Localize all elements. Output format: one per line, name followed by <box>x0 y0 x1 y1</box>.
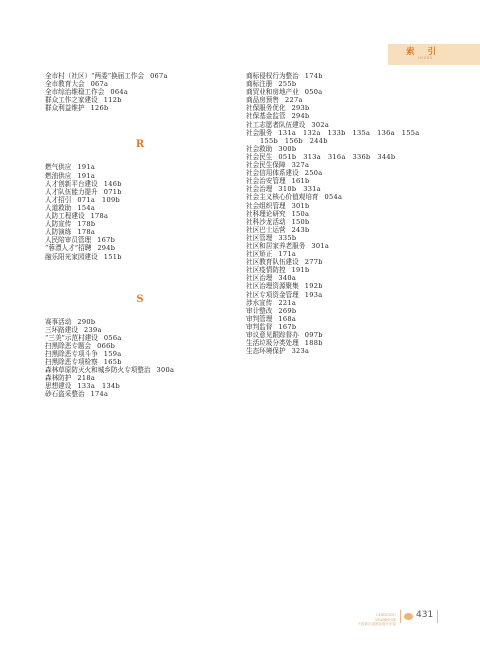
index-entry: 社会民生 051b 313a 316a 336b 344b <box>246 152 396 161</box>
index-entry: 森林防护 218a <box>45 374 96 383</box>
index-entry: 社区治理资源聚集 192b <box>246 282 323 291</box>
index-entry: 砂石盗采整治 174a <box>45 390 109 399</box>
index-entry: 社会治理 310b 331a <box>246 185 321 194</box>
index-entry: 融乐阳光家园建设 151b <box>45 252 122 261</box>
index-entry: 人道救助 154a <box>45 203 96 212</box>
index-entry: 扫黑除恶专项检察 165b <box>45 358 122 367</box>
index-entry: 社区和居家养老服务 301a <box>246 241 330 250</box>
index-entry: 赛事活动 290b <box>45 317 96 326</box>
index-entry: 社区矫正 171a <box>246 250 297 259</box>
index-entry: 社区疫情防控 191b <box>246 266 310 275</box>
index-entry: 人防演练 178a <box>45 228 96 237</box>
index-entry-continuation: 155b 156b 244b <box>260 136 328 145</box>
right-column <box>246 72 446 355</box>
index-entry: 审议意见跟踪督办 097b <box>246 331 323 339</box>
index-entry: 社会民生保障 327a <box>246 161 310 170</box>
index-entry: 思想建设 133a 134b <box>45 382 120 391</box>
footer-book-title <box>356 613 396 627</box>
index-entry: 群众工作之家建设 112b <box>45 96 122 105</box>
index-entry: 社区管理 335b <box>246 233 297 242</box>
index-entry: 社会治安管理 161b <box>246 177 310 186</box>
index-entry: 社保基金监管 294b <box>246 112 310 121</box>
footer-ornament-icon <box>404 613 413 620</box>
index-entry: 商贸业和房地产业 050a <box>246 88 323 97</box>
index-entry: 全市教育大会 067a <box>45 80 109 89</box>
index-letter-heading: S <box>136 293 144 305</box>
section-subtitle: INDEX <box>418 56 433 60</box>
index-entry: 燃气供应 191a <box>45 163 96 172</box>
footer-book-title-cn: 天府新区成都直管区年鉴 <box>357 622 396 626</box>
index-entry: 审计整改 269b <box>246 306 297 315</box>
left-column <box>45 72 235 399</box>
index-entry: 社会主义核心价值观培育 054a <box>246 193 343 202</box>
page-number: 431 <box>416 610 434 620</box>
index-entry: 社会组织管理 301b <box>246 201 310 210</box>
index-entry: 全市村（社区）“两委”换届工作会 067a <box>45 72 168 80</box>
index-entry: 社科沙龙活动 150b <box>246 217 310 226</box>
index-entry: 人防宣传 178b <box>45 220 96 229</box>
index-entry: 三环路建设 239a <box>45 325 102 334</box>
index-entry: 生活垃圾分类处理 188b <box>246 339 323 348</box>
index-entry: 社会服务 131a 132a 133b 135a 136a 155a <box>246 128 420 137</box>
index-entry: 社会信用体系建设 250a <box>246 169 323 178</box>
section-title: 索 引 <box>406 47 441 57</box>
index-entry: 审判管理 168a <box>246 314 297 323</box>
index-entry: 扫黑除恶专项斗争 159a <box>45 349 122 358</box>
index-entry: 人才队伍能力提升 071b <box>45 187 122 196</box>
index-entry: 商标注册 255b <box>246 80 297 89</box>
index-entry: 社区巴士运营 243b <box>246 225 310 234</box>
index-entry: 社区教育队伍建设 277b <box>246 258 323 267</box>
index-entry: “蓉漂人才”招聘 294b <box>45 244 116 253</box>
index-entry: 人才创新平台建设 146b <box>45 179 122 188</box>
footer-divider <box>400 610 401 623</box>
index-entry: 人才招引 071a 109b <box>45 195 120 204</box>
index-entry: 社科理论研究 150a <box>246 209 310 218</box>
index-entry: 社区治理 340a <box>246 274 297 283</box>
index-entry: 审判监督 167b <box>246 322 297 331</box>
footer-book-title-en: CHENGDU YEARBOOK <box>374 613 396 622</box>
footer-divider <box>437 610 438 623</box>
index-entry: 人防工程建设 178a <box>45 212 109 221</box>
index-entry: 商品房预售 227a <box>246 96 303 105</box>
index-entry: 社区专项资金管理 193a <box>246 290 323 299</box>
index-entry: 生态环境保护 323a <box>246 347 310 356</box>
index-entry: 社会救助 300b <box>246 144 297 153</box>
index-letter-heading: R <box>135 139 145 151</box>
index-entry: 社保服务优化 293b <box>246 104 310 113</box>
index-entry: 涉水宣传 221a <box>246 298 297 307</box>
index-entry: 群众利益维护 126b <box>45 104 109 113</box>
index-entry: 社工志愿者队伍建设 302a <box>246 120 330 129</box>
index-entry: 人民陪审员管理 167b <box>45 236 116 245</box>
index-entry: “三美”示范村建设 056a <box>45 333 122 342</box>
index-entry: 商标侵权行为整治 174b <box>246 72 323 80</box>
index-entry: 森林草原防灭火和城乡防火专项整治 300a <box>45 366 175 375</box>
index-entry: 扫黑除恶专题会 066b <box>45 341 116 350</box>
index-entry: 燃油供应 191a <box>45 171 96 180</box>
index-entry: 全市综治维稳工作会 064a <box>45 88 129 97</box>
